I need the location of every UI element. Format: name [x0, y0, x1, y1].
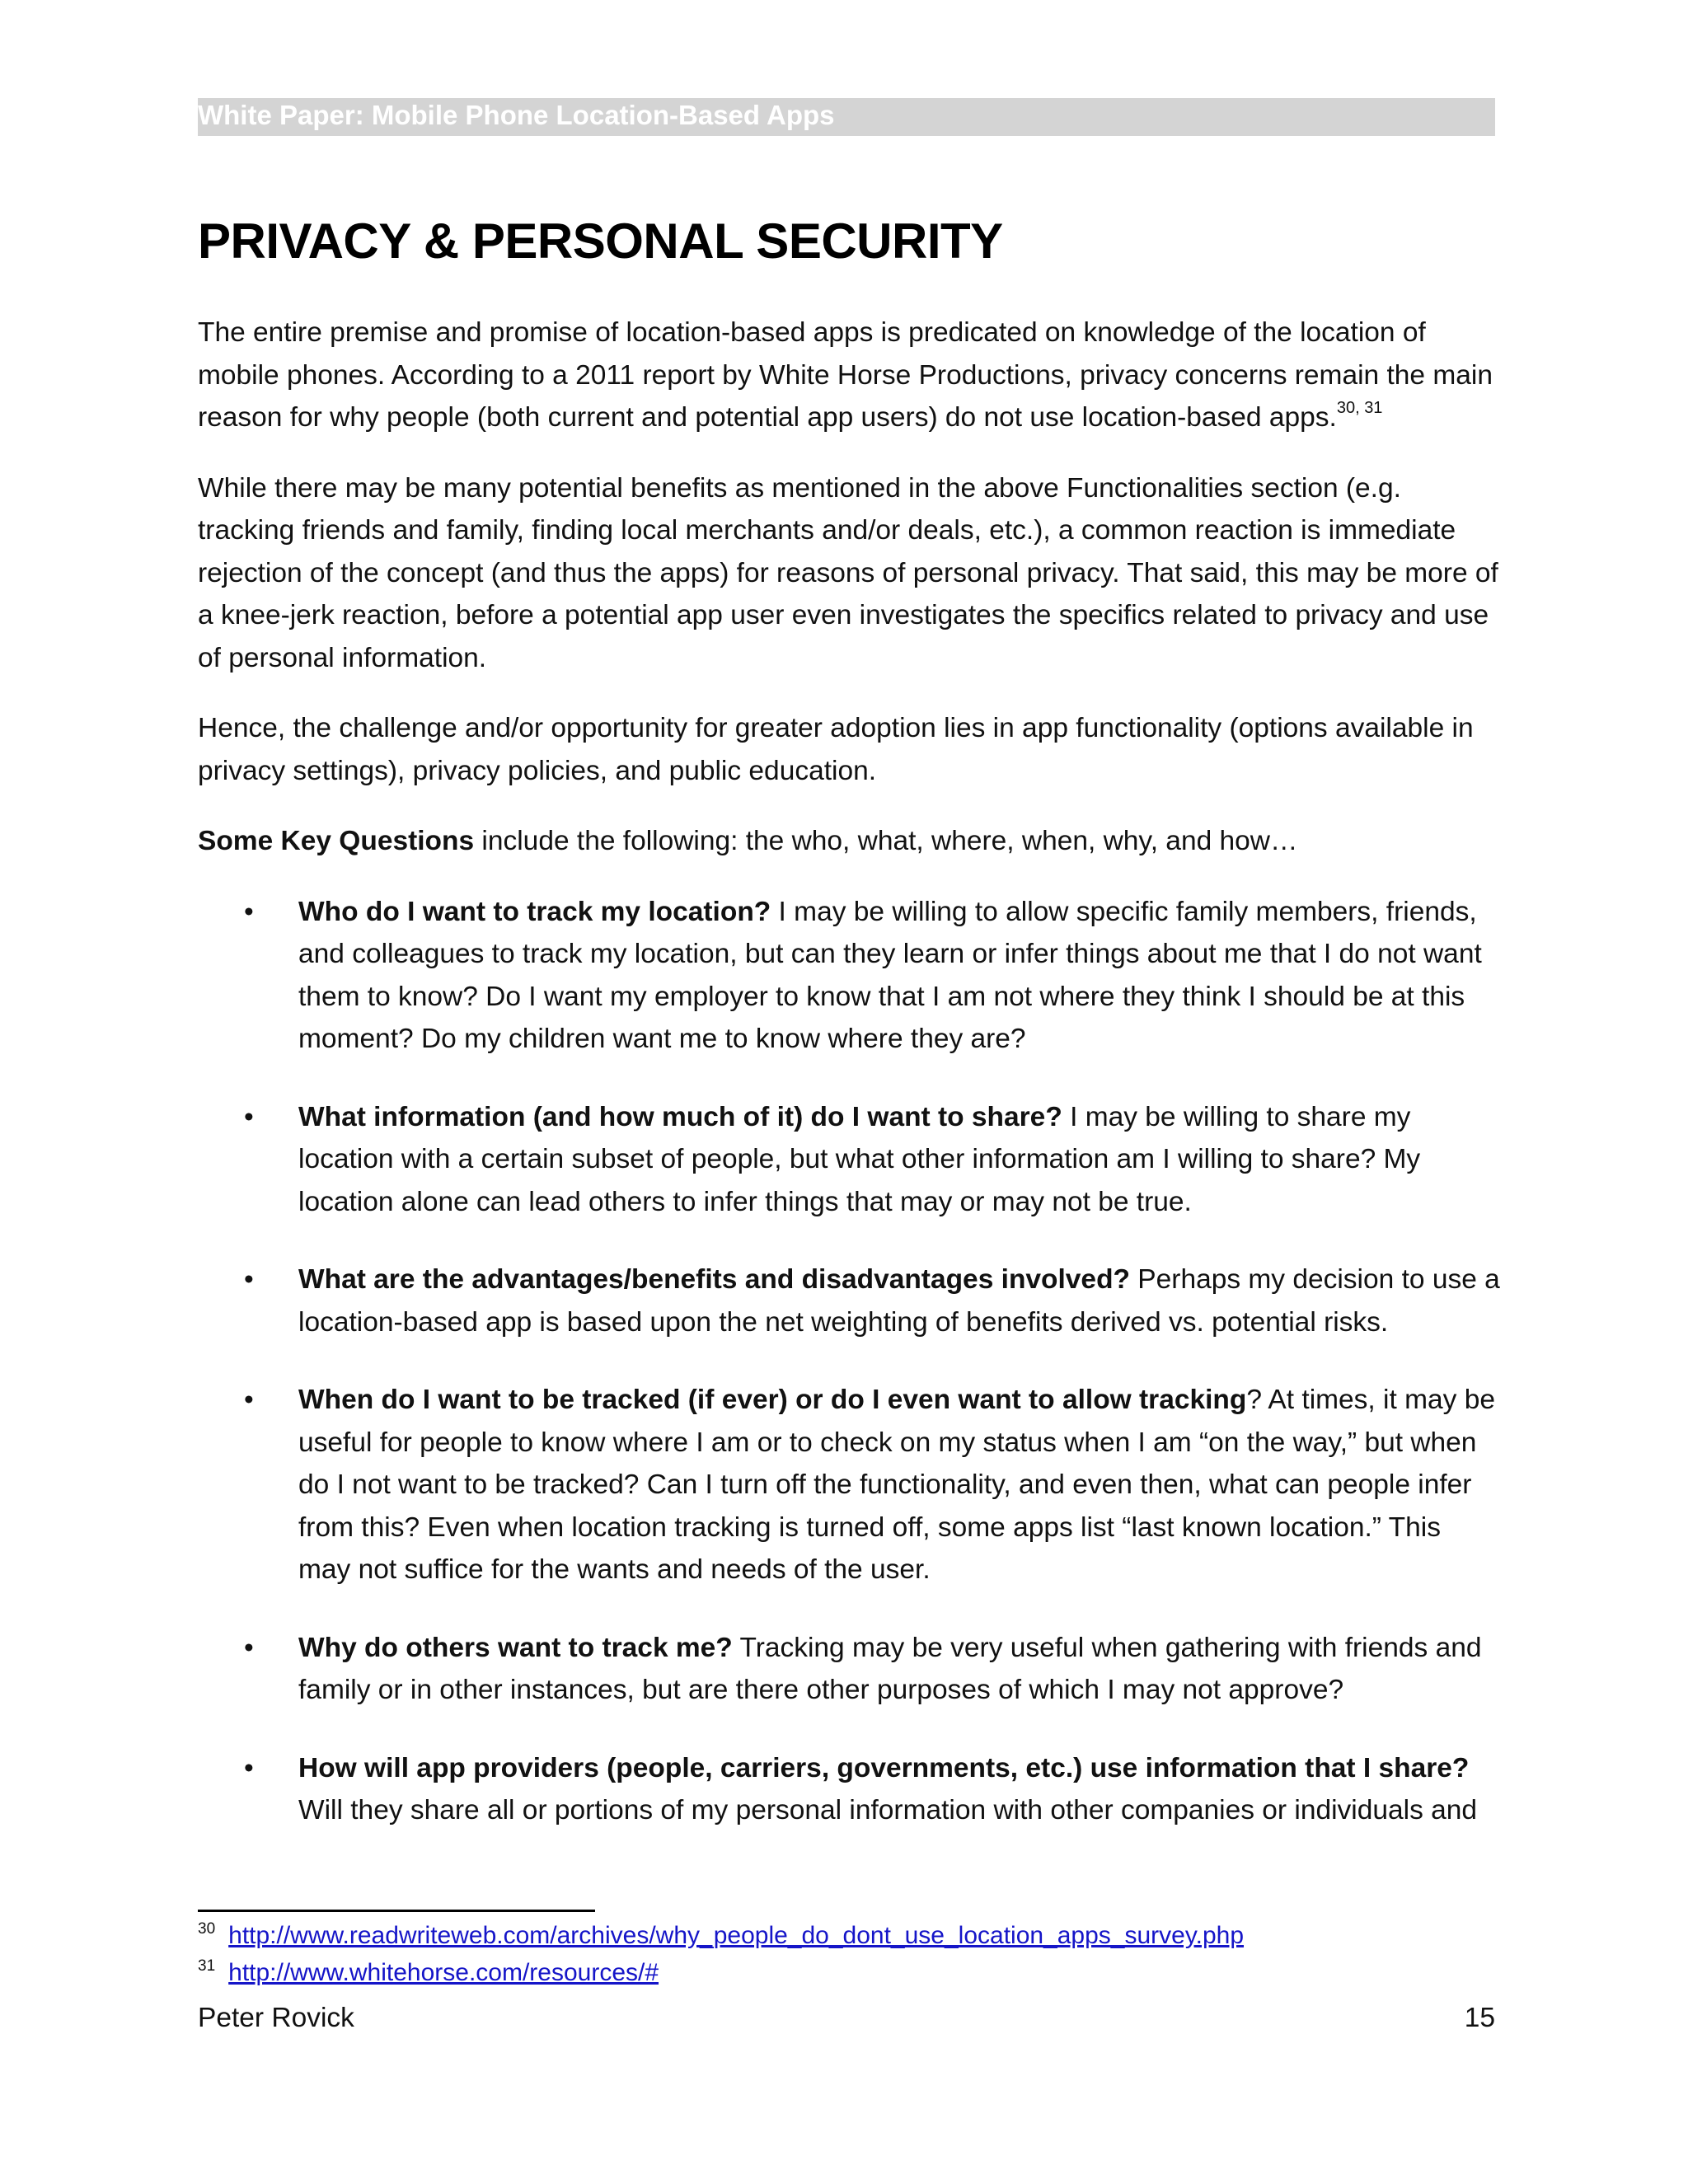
question-heading: What are the advantages/benefits and disadvantages involved?	[298, 1264, 1130, 1295]
running-header-title: White Paper: Mobile Phone Location-Based Apps	[198, 100, 835, 130]
page-number: 15	[1464, 2003, 1495, 2033]
footnotes	[198, 1919, 1244, 1993]
footnote-31	[198, 1956, 1244, 1993]
question-text: I may be willing to share my location with a certain subset of people, but what other information am I willing to share? My location alone can lead others to infer things that may or may not be true.	[298, 1101, 1421, 1217]
paragraph-challenge: Hence, the challenge and/or opportunity for greater adoption lies in app functionality (options available in privacy settings), privacy policies, and public education.	[198, 713, 1474, 786]
footnote-number: 31	[198, 1957, 216, 1975]
question-heading: When do I want to be tracked (if ever) or do I even want to allow tracking	[298, 1385, 1247, 1415]
footnote-reference[interactable]: 30, 31	[1336, 399, 1383, 417]
list-item	[198, 1096, 1500, 1224]
key-questions-label: Some Key Questions	[198, 826, 475, 856]
list-item	[198, 1258, 1500, 1343]
key-questions-list	[198, 891, 1500, 1832]
footnote-30	[198, 1919, 1244, 1956]
question-heading: What information (and how much of it) do I want to share?	[298, 1101, 1062, 1132]
body-content	[198, 312, 1500, 1868]
paragraph-intro	[198, 312, 1500, 439]
footnote-divider	[198, 1910, 595, 1912]
bullet-icon: •	[244, 1101, 254, 1132]
paragraph-intro-text: The entire premise and promise of location-based apps is predicated on knowledge of the location of mobile phones. According to a 2011 report by White Horse Productions, privacy concerns remain the main reason for why people (both current and potential app users) do not use location-based apps.	[198, 317, 1493, 433]
running-header-bar	[198, 98, 1495, 136]
paragraph-benefits: While there may be many potential benefits as mentioned in the above Functionalities section (e.g. tracking friends and family, finding local merchants and/or deals, etc.), a common reaction is immediate rejection of the concept (and thus the apps) for reasons of personal privacy. That said, this may be more of a knee-jerk reaction, before a potential app user even investigates the specifics related to privacy and use of personal information.	[198, 472, 1498, 673]
bullet-icon: •	[244, 1264, 254, 1295]
bullet-icon: •	[244, 1632, 254, 1663]
question-text: ? At times, it may be useful for people to know where I am or to check on my status when I am “on the way,” but when do I not want to be tracked? Can I turn off the functionality, and even then, what can people infer from this? Even when location tracking is turned off, some apps list “last known location.” This may not suffice for the wants and needs of the user.	[298, 1385, 1495, 1585]
list-item	[198, 1627, 1500, 1712]
list-item	[198, 1747, 1500, 1832]
question-text: Perhaps my decision to use a location-based app is based upon the net weighting of benefits derived vs. potential risks.	[298, 1264, 1500, 1338]
footnote-link[interactable]: http://www.whitehorse.com/resources/#	[228, 1959, 659, 1986]
section-title: PRIVACY & PERSONAL SECURITY	[198, 213, 1003, 269]
list-item	[198, 1379, 1500, 1591]
footnote-link[interactable]: http://www.readwriteweb.com/archives/why_people_do_dont_use_location_apps_survey.php	[228, 1922, 1245, 1949]
question-heading: Who do I want to track my location?	[298, 896, 771, 927]
footnote-number: 30	[198, 1920, 216, 1938]
question-heading: How will app providers (people, carriers, governments, etc.) use information that I share?	[298, 1752, 1470, 1783]
question-text: Tracking may be very useful when gathering with friends and family or in other instances, but are there other purposes of which I may not approve?	[298, 1632, 1482, 1705]
bullet-icon: •	[244, 1385, 254, 1415]
list-item	[198, 891, 1500, 1061]
paragraph-key-questions	[198, 820, 1500, 863]
question-text: I may be willing to allow specific family members, friends, and colleagues to track my location, but can they learn or infer things about me that I do not want them to know? Do I want my employer to know that I am not where they think I should be at this moment? Do my children want me to know where they are?	[298, 896, 1482, 1054]
question-text: Will they share all or portions of my personal information with other companies or individuals and	[298, 1795, 1478, 1825]
question-heading: Why do others want to track me?	[298, 1632, 733, 1663]
key-questions-intro: include the following: the who, what, where, when, why, and how…	[474, 826, 1298, 856]
footer-author: Peter Rovick	[198, 2003, 354, 2033]
bullet-icon: •	[244, 896, 254, 927]
bullet-icon: •	[244, 1752, 254, 1783]
